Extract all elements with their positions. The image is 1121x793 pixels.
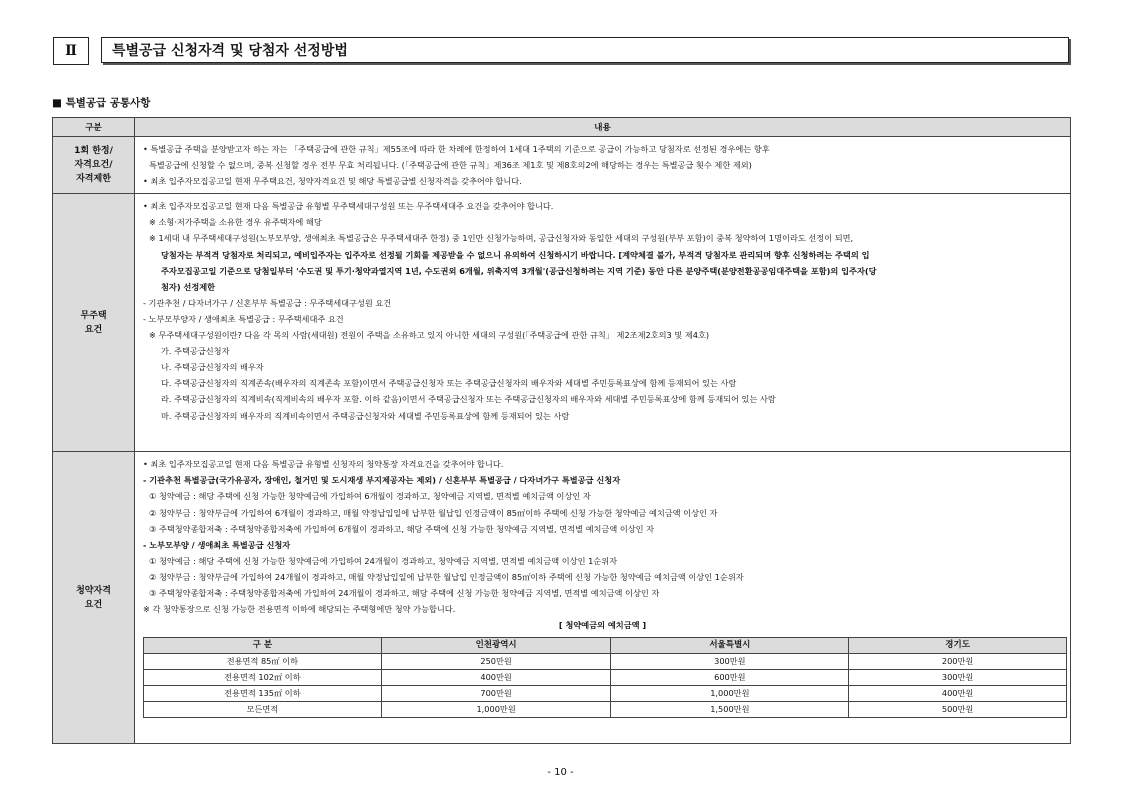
text-line: ① 청약예금 : 해당 주택에 신청 가능한 청약예금에 가입하여 24개월이 경과하고, 청약예금 지역별, 면적별 예치금액 이상인 1순위자 (149, 555, 618, 566)
deposit-table (143, 637, 1067, 718)
row-content-limit (135, 137, 1071, 194)
col-header-content: 내용 (135, 118, 1071, 137)
row-label-subscription: 청약자격 요건 (53, 452, 135, 744)
text-line: - 기관추천 / 다자녀가구 / 신혼부부 특별공급 : 무주택세대구성원 요건 (143, 297, 392, 308)
text-line: - 노부모부양자 / 생애최초 특별공급 : 무주택세대주 요건 (143, 313, 344, 324)
text-line: - 기관추천 특별공급(국가유공자, 장애인, 철거민 및 도시재생 부지제공자는 제외) / 신혼부부 특별공급 / 다자녀가구 특별공급 신청자 (143, 475, 621, 486)
col-header-category: 구분 (53, 118, 135, 137)
text-line: 특별공급에 신청할 수 없으며, 중복 신청할 경우 전부 무효 처리됩니다. (「주택공급에 관한 규칙」제36조 제1호 및 제8호의2에 해당하는 경우는 특별공급 횟수 제한 제외) (149, 160, 752, 171)
section-header (53, 37, 1070, 65)
deposit-header: 구 분 (144, 638, 382, 654)
deposit-table-title: [ 청약예금의 예치금액 ] (558, 620, 647, 631)
table-row: 전용면적 102㎡ 이하 400만원 600만원 300만원 (144, 670, 1067, 686)
deposit-header: 경기도 (849, 638, 1067, 654)
text-line: ※ 무주택세대구성원이란? 다음 각 목의 사람(세대원) 전원이 주택을 소유하고 있지 아니한 세대의 구성원(「주택공급에 관한 규칙」 제2조제2호의3 및 제4호) (149, 330, 710, 341)
table-row: 전용면적 85㎡ 이하 250만원 300만원 200만원 (144, 654, 1067, 670)
text-line: 라. 주택공급신청자의 직계비속(직계비속의 배우자 포함. 이하 같음)이면서 주택공급신청자 또는 주택공급신청자의 배우자와 세대별 주민등록표상에 함께 등재되어 있는 사람 (161, 394, 776, 405)
text-line: ※ 각 청약통장으로 신청 가능한 전용면적 이하에 해당되는 주택형에만 청약 가능합니다. (143, 604, 456, 615)
text-line: 마. 주택공급신청자의 배우자의 직계비속이면서 주택공급신청자와 세대별 주민등록표상에 함께 등재되어 있는 사람 (161, 410, 570, 421)
text-line: ① 청약예금 : 해당 주택에 신청 가능한 청약예금에 가입하여 6개월이 경과하고, 청약예금 지역별, 면적별 예치금액 이상인 자 (149, 491, 591, 502)
text-line: ③ 주택청약종합저축 : 주택청약종합저축에 가입하여 24개월이 경과하고, 해당 주택에 신청 가능한 청약예금 지역별, 면적별 예치금액 이상인 자 (149, 588, 660, 599)
table-row: 전용면적 135㎡ 이하 700만원 1,000만원 400만원 (144, 686, 1067, 702)
section-title: 특별공급 신청자격 및 당첨자 선정방법 (101, 37, 1069, 63)
text-line: ※ 1세대 내 무주택세대구성원(노부모부양, 생애최초 특별공급은 무주택세대주 한정) 중 1인만 신청가능하며, 공급신청자와 동일한 세대의 구성원(부부 포함)이 중복 청약하여 1명이라도 선정이 되면, (149, 233, 854, 244)
table-row: 모든면적 1,000만원 1,500만원 500만원 (144, 702, 1067, 718)
text-line: 당첨자는 부적격 당첨자로 처리되고, 예비입주자는 입주자로 선정될 기회를 제공받을 수 없으니 유의하여 신청하시기 바랍니다. [계약체결 불가, 부적격 당첨자로 관리되며 향후 신청하려는 주택의 입 (161, 249, 870, 260)
text-line: • 최초 입주자모집공고일 현재 무주택요건, 청약자격요건 및 해당 특별공급별 신청자격을 갖추어야 합니다. (143, 176, 522, 187)
subsection-title: ■ 특별공급 공통사항 (52, 97, 151, 109)
text-line: ② 청약부금 : 청약부금에 가입하여 6개월이 경과하고, 매월 약정납입일에 납부한 월납입 인정금액이 85㎡이하 주택에 신청 가능한 청약예금 예치금액 이상인 자 (149, 507, 718, 518)
special-supply-table (52, 117, 1071, 744)
text-line: - 노부모부양 / 생애최초 특별공급 신청자 (143, 539, 291, 550)
page-number: - 10 - (547, 767, 574, 778)
text-line: • 특별공급 주택을 분양받고자 하는 자는 「주택공급에 관한 규칙」제55조에 따라 한 차례에 한정하여 1세대 1주택의 기준으로 공급이 가능하고 당첨자로 선정된 경우에는 향후 (143, 144, 770, 154)
text-line: 나. 주택공급신청자의 배우자 (161, 362, 264, 373)
section-number: Ⅱ (53, 37, 89, 65)
text-line: • 최초 입주자모집공고일 현재 다음 특별공급 유형별 신청자의 청약통장 자격요건을 갖추어야 합니다. (143, 459, 504, 470)
text-line: 가. 주택공급신청자 (161, 346, 230, 357)
text-line: • 최초 입주자모집공고일 현재 다음 특별공급 유형별 무주택세대구성원 또는 무주택세대주 요건을 갖추어야 합니다. (143, 201, 554, 212)
row-label-limit: 1회 한정/ 자격요건/ 자격제한 (53, 137, 135, 194)
text-line: 다. 주택공급신청자의 직계존속(배우자의 직계존속 포함)이면서 주택공급신청자 또는 주택공급신청자의 배우자와 세대별 주민등록표상에 함께 등재되어 있는 사람 (161, 378, 737, 389)
text-line: ※ 소형·저가주택을 소유한 경우 유주택자에 해당 (149, 217, 322, 228)
text-line: ③ 주택청약종합저축 : 주택청약종합저축에 가입하여 6개월이 경과하고, 해당 주택에 신청 가능한 청약예금 지역별, 면적별 예치금액 이상인 자 (149, 523, 655, 534)
deposit-header: 서울특별시 (611, 638, 849, 654)
row-label-homeless: 무주택 요건 (53, 194, 135, 452)
text-line: 첨자) 선정제한 (161, 281, 216, 292)
row-content-homeless (135, 194, 1071, 452)
text-line: 주자모집공고일 기준으로 당첨일부터 '수도권 및 투기·청약과열지역 1년, 수도권외 6개월, 위축지역 3개월'(공급신청하려는 지역 기준) 동안 다른 분양주택(분양전환공공임대주택을 포함)의 입주자(당 (161, 265, 877, 276)
text-line: ② 청약부금 : 청약부금에 가입하여 24개월이 경과하고, 매월 약정납입일에 납부한 월납입 인정금액이 85㎡이하 주택에 신청 가능한 청약예금 예치금액 이상인 1순위자 (149, 571, 744, 582)
row-content-subscription (135, 452, 1071, 744)
deposit-header: 인천광역시 (381, 638, 611, 654)
